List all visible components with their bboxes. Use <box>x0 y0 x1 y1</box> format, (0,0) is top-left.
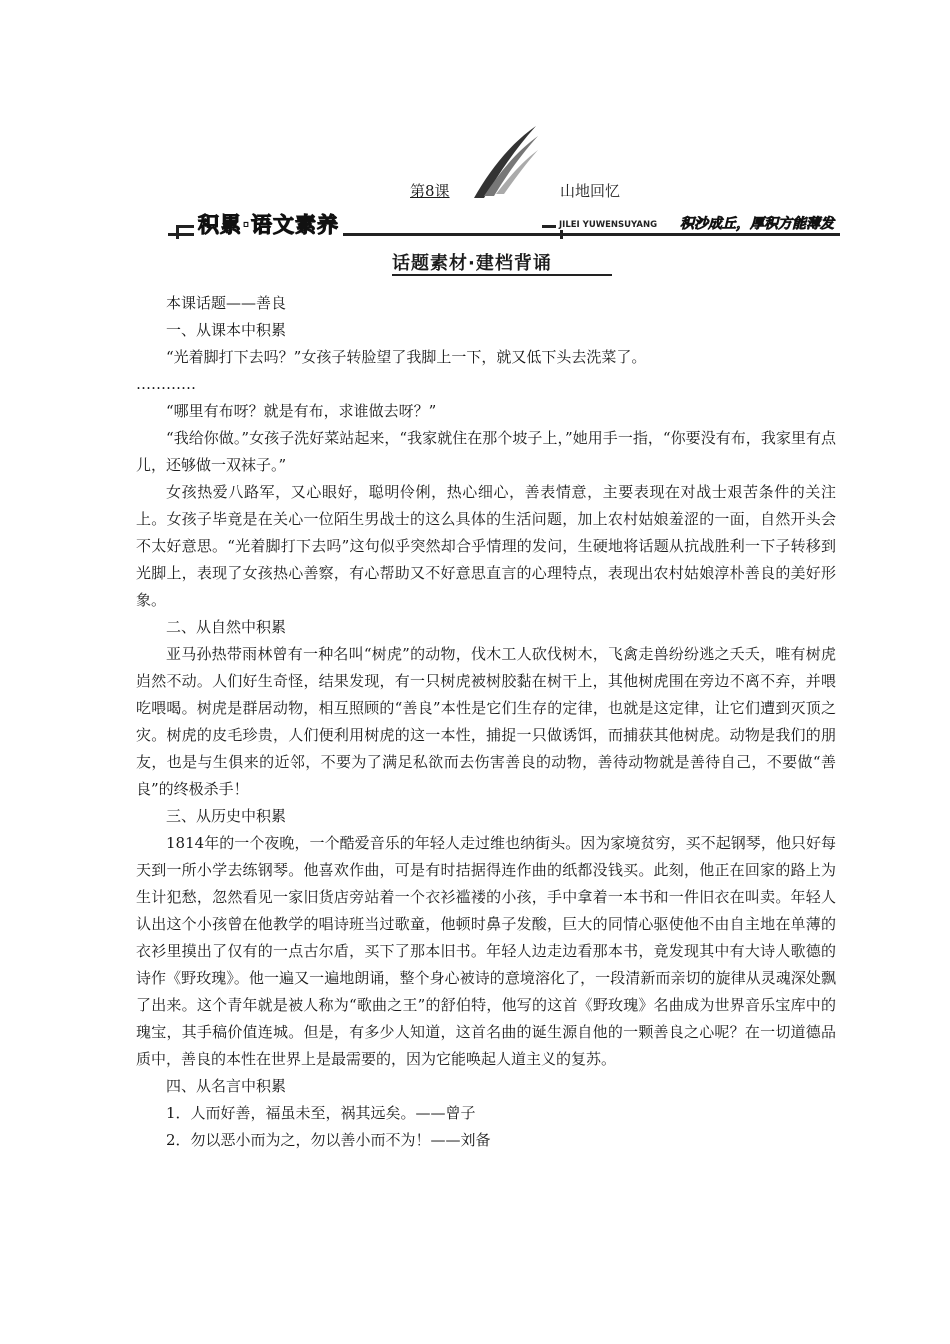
section-heading-text: 话题素材·建档背诵 <box>392 253 552 274</box>
lesson-title-row <box>0 180 950 204</box>
paragraph: 二、从自然中积累 <box>166 618 287 636</box>
paragraph: 2．勿以恶小而为之，勿以善小而不为！——刘备 <box>166 1131 491 1149</box>
section-banner <box>168 209 840 241</box>
paragraph: 1814年的一个夜晚，一个酷爱音乐的年轻人走过维也纳街头。因为家境贫穷，买不起钢琴，他只好每天到一所小学去练钢琴。他喜欢作曲，可是有时拮据得连作曲的纸都没钱买。此刻，他正在回家的路上为生计犯愁，忽然看见一家旧货店旁站着一个衣衫褴褛的小孩，手中拿着一本书和一件旧衣在叫卖。年轻人认出这个小孩曾在他教学的唱诗班当过歌童，他顿时鼻子发酸，巨大的同情心驱使他不由自主地在单薄的衣衫里摸出了仅有的一点古尔盾，买下了那本旧书。年轻人边走边看那本书，竟发现其中有大诗人歌德的诗作《野玫瑰》。他一遍又一遍地朗诵，整个身心被诗的意境溶化了，一段清新而亲切的旋律从灵魂深处飘了出来。这个青年就是被人称为“歌曲之王”的舒伯特，他写的这首《野玫瑰》名曲成为世界音乐宝库中的瑰宝，其手稿价值连城。但是，有多少人知道，这首名曲的诞生源自他的一颗善良之心呢？在一切道德品质中，善良的本性在世界上是最需要的，因为它能唤起人道主义的复苏。 <box>136 834 836 1068</box>
banner-title: 积累·语文素养 <box>194 209 343 239</box>
paragraph: 四、从名言中积累 <box>166 1077 287 1095</box>
section-heading-underline <box>392 274 612 276</box>
section-heading <box>392 249 617 279</box>
paragraph: 三、从历史中积累 <box>166 807 287 825</box>
paragraph: 女孩热爱八路军，又心眼好，聪明伶俐，热心细心，善表情意，主要表现在对战士艰苦条件的关注上。女孩子毕竟是在关心一位陌生男战士的这么具体的生活问题，加上农村姑娘羞涩的一面，自然开头会不太好意思。“光着脚打下去吗”这句似乎突然却合乎情理的发问，生硬地将话题从抗战胜利一下子转移到光脚上，表现了女孩热心善察，有心帮助又不好意思直言的心理特点，表现出农村姑娘淳朴善良的美好形象。 <box>136 483 836 609</box>
paragraph: “光着脚打下去吗？”女孩子转脸望了我脚上一下，就又低下头去洗菜了。 <box>166 348 647 366</box>
paragraph: “我给你做。”女孩子洗好菜站起来，“我家就住在那个坡子上，”她用手一指，“你要没有布，我家里有点儿，还够做一双袜子。” <box>136 429 836 474</box>
paragraph: “哪里有布呀？就是有布，求谁做去呀？” <box>166 402 437 420</box>
lesson-title: 山地回忆 <box>560 182 621 200</box>
paragraph: 1．人而好善，福虽未至，祸其远矣。——曾子 <box>166 1104 476 1122</box>
banner-pinyin: JILEI YUWENSUYANG <box>556 220 660 230</box>
paragraph: 一、从课本中积累 <box>166 321 287 339</box>
body-text <box>136 290 836 1154</box>
lesson-number: 第8课 <box>410 182 450 200</box>
paragraph: 亚马孙热带雨林曾有一种名叫“树虎”的动物，伐木工人砍伐树木，飞禽走兽纷纷逃之夭夭，唯有树虎岿然不动。人们好生奇怪，结果发现，有一只树虎被树胶黏在树干上，其他树虎围在旁边不离不弃，并喂吃喂喝。树虎是群居动物，相互照顾的“善良”本性是它们生存的定律，也就是这定律，让它们遭到灭顶之灾。树虎的皮毛珍贵，人们便利用树虎的这一本性，捕捉一只做诱饵，而捕获其他树虎。动物是我们的朋友，也是与生俱来的近邻，不要为了满足私欲而去伤害善良的动物，善待动物就是善待自己，不要做“善良”的终极杀手！ <box>136 645 836 798</box>
banner-slogan: 积沙成丘，厚积方能薄发 <box>676 213 838 233</box>
paragraph: 本课话题——善良 <box>166 294 287 312</box>
paragraph: ………… <box>136 375 196 393</box>
